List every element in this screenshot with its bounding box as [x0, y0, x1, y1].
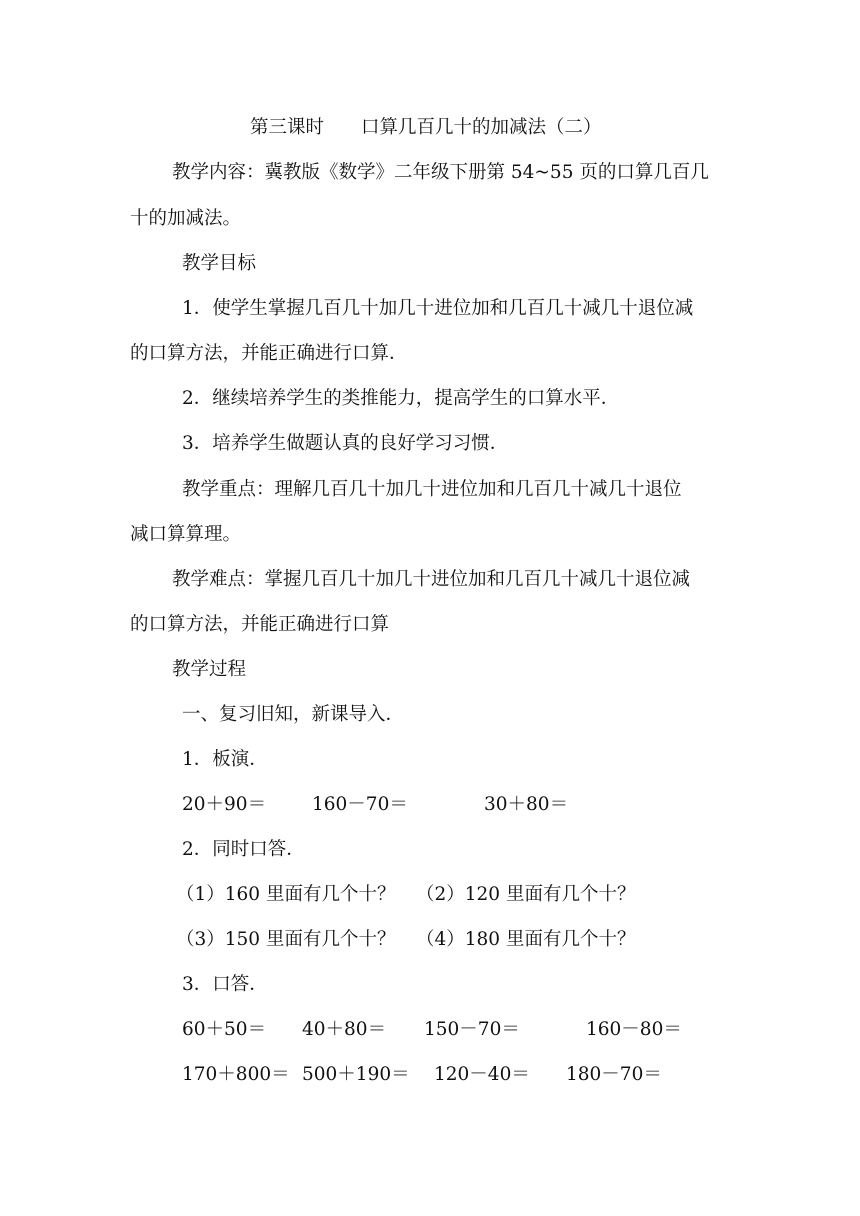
oral-problem: 160－80＝: [586, 1019, 682, 1040]
oral-problem: 60＋50＝: [182, 1019, 267, 1040]
board-problem: 160－70＝: [312, 794, 408, 815]
teaching-content-line2: 十的加减法。: [130, 208, 242, 229]
question: （4）180 里面有几个十？: [416, 929, 636, 950]
goal2: 2．继续培养学生的类推能力，提高学生的口算水平．: [182, 388, 620, 409]
question: （2）120 里面有几个十？: [416, 884, 636, 905]
question: （3）150 里面有几个十？: [176, 929, 396, 950]
goals-heading: 教学目标: [182, 253, 257, 274]
difficulty-line1: 教学难点：掌握几百几十加几十进位加和几百几十减几十退位减: [172, 569, 691, 590]
board-problem: 30＋80＝: [484, 794, 569, 815]
goal3: 3．培养学生做题认真的良好学习习惯．: [182, 433, 509, 454]
difficulty-line2: 的口算方法，并能正确进行口算: [130, 614, 390, 635]
question: （1）160 里面有几个十？: [176, 884, 396, 905]
teaching-content-line1: 教学内容：冀教版《数学》二年级下册第 54~55 页的口算几百几: [172, 162, 709, 183]
oral-problem: 120－40＝: [434, 1064, 530, 1085]
oral-problem: 180－70＝: [566, 1064, 662, 1085]
section1-heading: 一、复习旧知，新课导入．: [182, 704, 405, 725]
key-point-line2: 减口算算理。: [130, 524, 242, 545]
item1-heading: 1．板演．: [182, 749, 268, 770]
oral-problem: 40＋80＝: [302, 1019, 387, 1040]
goal1-line1: 1．使学生掌握几百几十加几十进位加和几百几十减几十退位减: [182, 298, 694, 319]
process-heading: 教学过程: [172, 659, 247, 680]
goal1-line2: 的口算方法，并能正确进行口算．: [130, 343, 408, 364]
oral-problem: 500＋190＝: [302, 1064, 410, 1085]
oral-problem: 150－70＝: [424, 1019, 520, 1040]
board-problem: 20＋90＝: [182, 794, 267, 815]
item2-heading: 2．同时口答．: [182, 839, 305, 860]
oral-problem: 170＋800＝: [182, 1064, 290, 1085]
item3-heading: 3．口答．: [182, 974, 268, 995]
lesson-title: 第三课时 口算几百几十的加减法（二）: [250, 117, 602, 138]
key-point-line1: 教学重点：理解几百几十加几十进位加和几百几十减几十退位: [182, 479, 682, 500]
